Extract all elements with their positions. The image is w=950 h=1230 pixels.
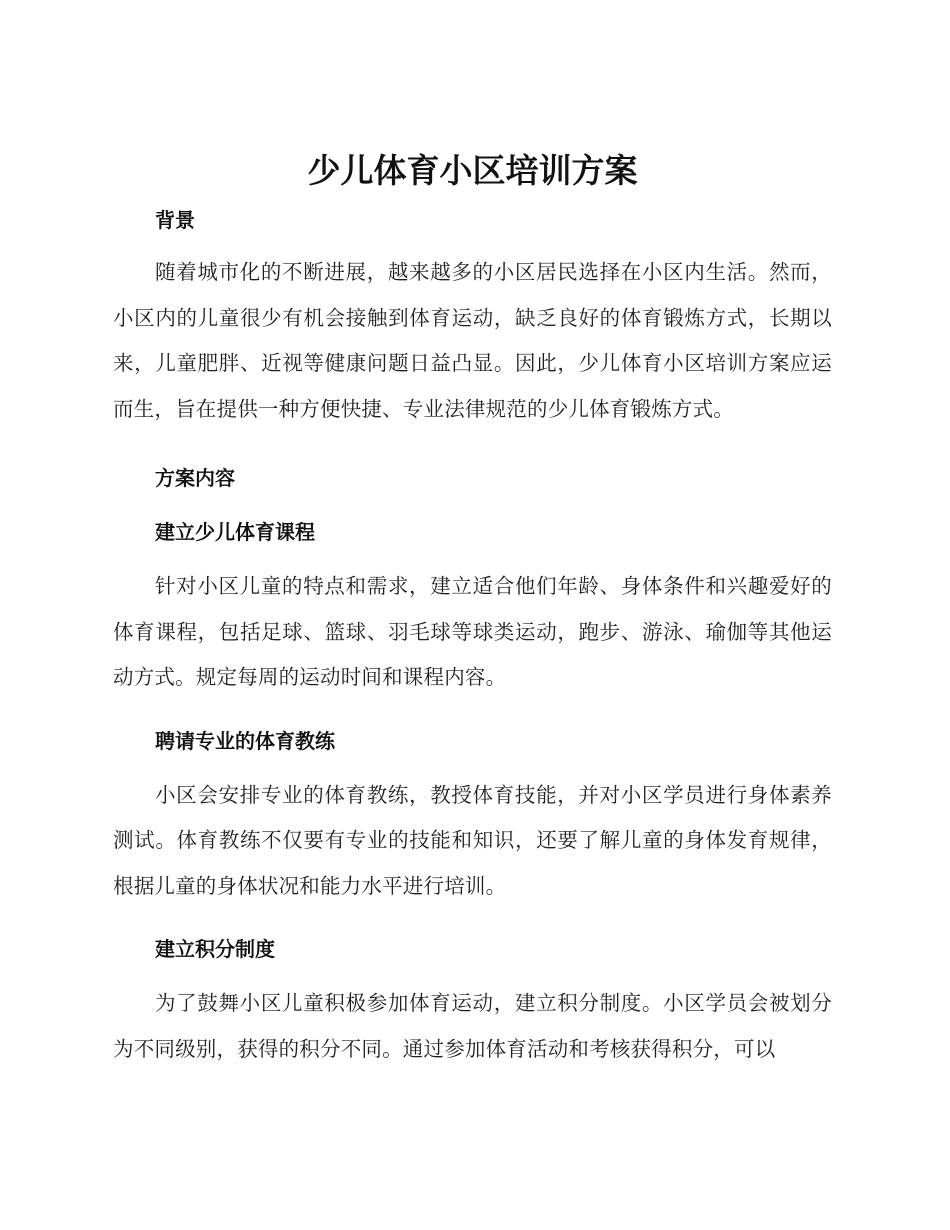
sports-courses-paragraph: 针对小区儿童的特点和需求，建立适合他们年龄、身体条件和兴趣爱好的体育课程，包括足球、篮球、羽毛球等球类运动，跑步、游泳、瑜伽等其他运动方式。规定每周的运动时间和课程内容。 bbox=[113, 574, 832, 689]
subheading-professional-coaches: 聘请专业的体育教练 bbox=[155, 728, 335, 753]
background-paragraph: 随着城市化的不断进展，越来越多的小区居民选择在小区内生活。然而，小区内的儿童很少有机会接触到体育运动，缺乏良好的体育锻炼方式，长期以来，儿童肥胖、近视等健康问题日益凸显。因此，少儿体育小区培训方案应运而生，旨在提供一种方便快捷、专业法律规范的少儿体育锻炼方式。 bbox=[113, 260, 832, 421]
subheading-points-system: 建立积分制度 bbox=[155, 937, 275, 961]
document-title: 少儿体育小区培训方案 bbox=[307, 151, 638, 190]
section-heading-plan-content: 方案内容 bbox=[155, 466, 235, 490]
points-system-paragraph: 为了鼓舞小区儿童积极参加体育运动，建立积分制度。小区学员会被划分为不同级别，获得的积分不同。通过参加体育活动和考核获得积分，可以 bbox=[113, 991, 832, 1061]
section-heading-background: 背景 bbox=[155, 208, 195, 232]
professional-coaches-paragraph: 小区会安排专业的体育教练，教授体育技能，并对小区学员进行身体素养测试。体育教练不仅要有专业的技能和知识，还要了解儿童的身体发育规律，根据儿童的身体状况和能力水平进行培训。 bbox=[113, 782, 832, 898]
subheading-sports-courses: 建立少儿体育课程 bbox=[155, 520, 315, 544]
